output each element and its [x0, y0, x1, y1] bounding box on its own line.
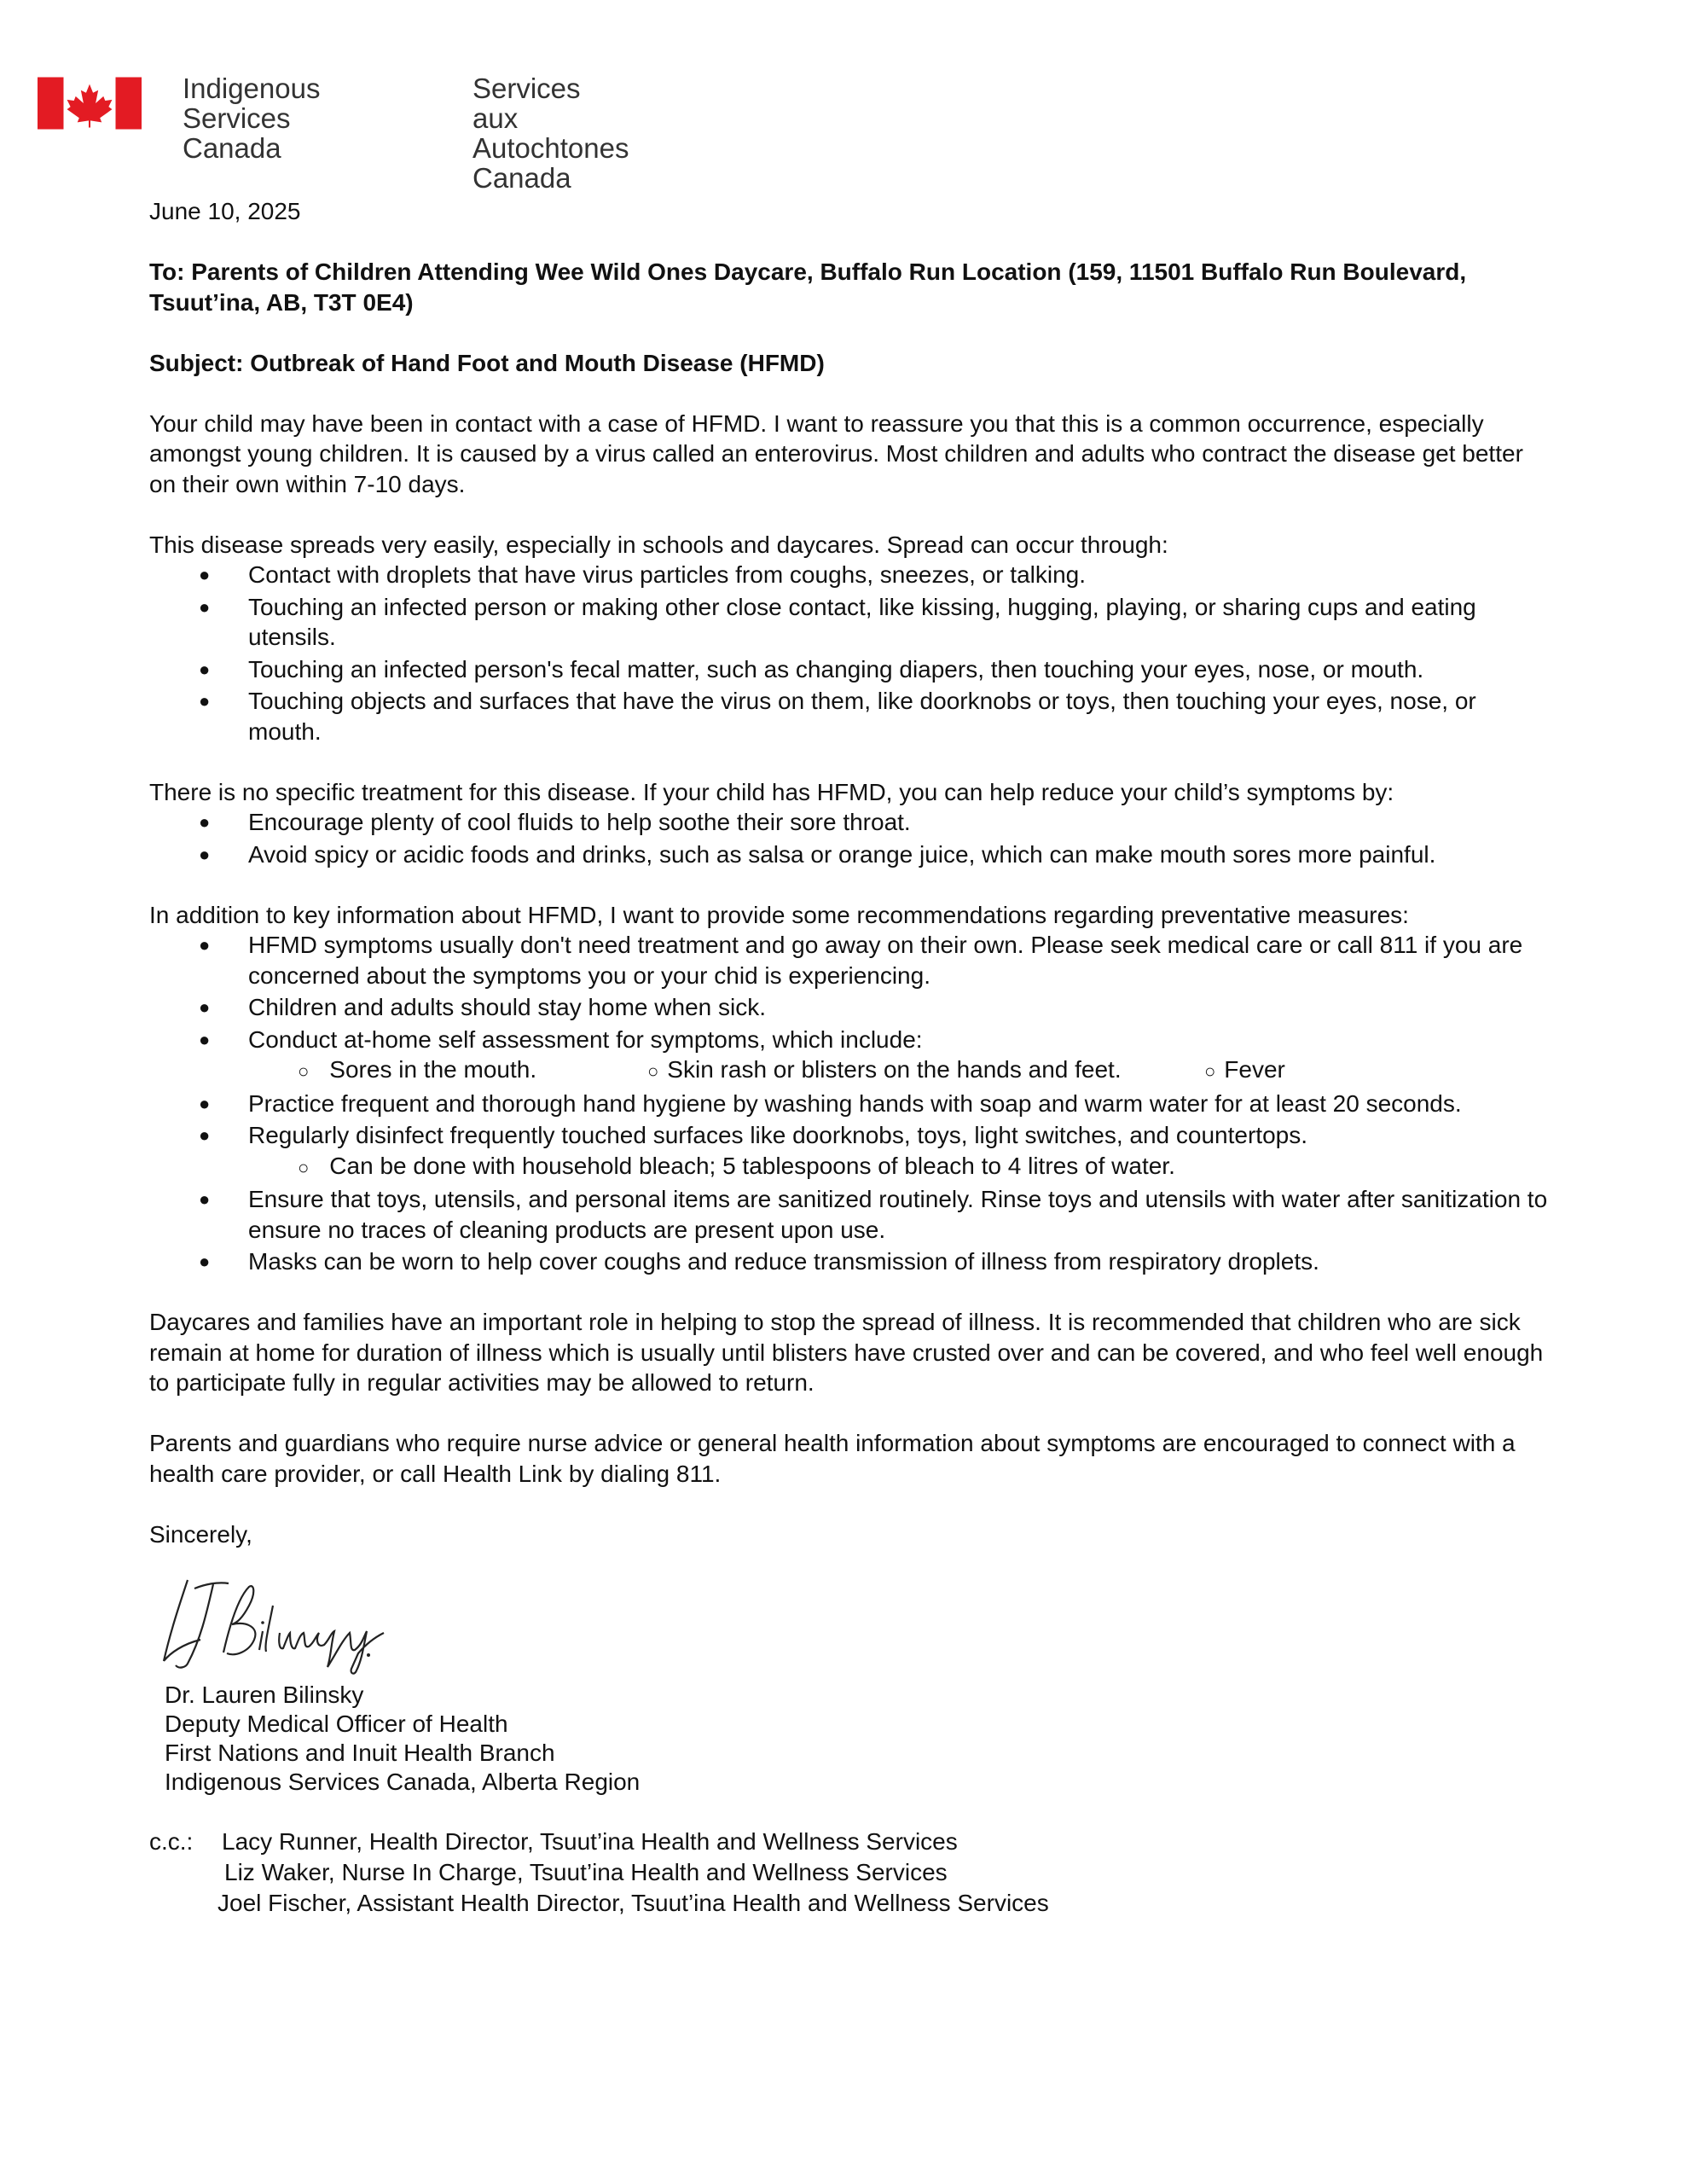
bullet-icon: ●: [199, 690, 211, 712]
signer-name: Dr. Lauren Bilinsky: [165, 1681, 364, 1708]
cc-label: c.c.:: [149, 1828, 194, 1855]
signer-org: Indigenous Services Canada, Alberta Region: [165, 1768, 641, 1795]
disinfect-sublist: [248, 1151, 1548, 1183]
cc-recipient: Joel Fischer, Assistant Health Director, Tsuut’ina Health and Wellness Services: [217, 1890, 1049, 1916]
bullet-icon: ●: [199, 1028, 211, 1050]
list-item: ● Children and adults should stay home when sick.: [149, 992, 1548, 1023]
cc-recipient: Lacy Runner, Health Director, Tsuut’ina Health and Wellness Services: [222, 1828, 958, 1855]
list-item: ● Practice frequent and thorough hand hygiene by washing hands with soap and warm water for at least 20 seconds.: [149, 1089, 1548, 1119]
signer-title: Deputy Medical Officer of Health: [165, 1710, 508, 1737]
department-name-french: Services aux Autochtones Canada: [472, 73, 629, 194]
letter-subject: Subject: Outbreak of Hand Foot and Mouth Disease (HFMD): [149, 349, 825, 376]
letter-date: June 10, 2025: [149, 198, 301, 224]
closing: Sincerely,: [149, 1520, 252, 1548]
symptom-item: Skin rash or blisters on the hands and feet.: [667, 1056, 1122, 1083]
bullet-icon: ●: [199, 843, 211, 865]
symptom-item: Fever: [1224, 1056, 1285, 1083]
bullet-icon: ●: [199, 934, 211, 956]
list-item: ● Avoid spicy or acidic foods and drinks, such as salsa or orange juice, which can make mouth sores more painful.: [149, 839, 1548, 870]
signer-branch: First Nations and Inuit Health Branch: [165, 1739, 555, 1766]
circle-bullet-icon: ○: [647, 1060, 659, 1082]
list-item: ● Touching an infected person's fecal matter, such as changing diapers, then touching your eyes, nose, or mouth.: [149, 654, 1548, 685]
circle-bullet-icon: ○: [1204, 1060, 1216, 1082]
disinfect-note: Can be done with household bleach; 5 tablespoons of bleach to 4 litres of water.: [329, 1152, 1175, 1179]
department-name-english: Indigenous Services Canada: [183, 73, 321, 164]
letter-body: [149, 196, 1548, 1919]
bullet-icon: ●: [199, 1251, 211, 1272]
bullet-icon: ●: [199, 996, 211, 1018]
bullet-icon: ●: [199, 1188, 211, 1210]
bullet-icon: ●: [199, 1092, 211, 1114]
list-item: ● Touching objects and surfaces that have the virus on them, like doorknobs or toys, then touching your eyes, nose, or mouth.: [199, 688, 1476, 745]
list-item: ● Encourage plenty of cool fluids to help soothe their sore throat.: [149, 807, 1548, 838]
bullet-icon: ●: [199, 1124, 211, 1146]
list-item: ● Contact with droplets that have virus particles from coughs, sneezes, or talking.: [149, 560, 1548, 590]
circle-bullet-icon: ○: [298, 1156, 310, 1178]
signer-block: [165, 1681, 1548, 1797]
cc-recipient: Liz Waker, Nurse In Charge, Tsuut’ina Health and Wellness Services: [224, 1859, 948, 1885]
circle-bullet-icon: ○: [298, 1060, 310, 1082]
canada-flag-icon: [38, 77, 142, 130]
bullet-icon: ●: [199, 595, 211, 618]
letter-recipient: To: Parents of Children Attending Wee Wild Ones Daycare, Buffalo Run Location (159, 11501 Buffalo Run Boulevard, Tsuut’ina, AB, T3T 0E4): [149, 258, 1467, 316]
prevention-list: [149, 930, 1548, 1277]
treatment-list: [149, 807, 1548, 869]
list-item: ● Conduct at-home self assessment for symptoms, which include: ○ Sores in the mouth. ○ Skin rash or blisters on the hands and feet. ○ Fever: [149, 1025, 1548, 1087]
handwritten-signature: [149, 1571, 1548, 1681]
bullet-icon: ●: [199, 564, 211, 585]
bullet-icon: ●: [199, 658, 211, 680]
symptom-item: Sores in the mouth.: [329, 1056, 537, 1083]
symptom-sublist: [248, 1054, 1548, 1087]
spread-list: [149, 560, 1548, 746]
bullet-icon: ●: [199, 811, 211, 833]
spread-intro: This disease spreads very easily, especially in schools and daycares. Spread can occur through:: [149, 531, 1168, 558]
cc-list: [217, 1827, 1049, 1919]
list-item: ● Masks can be worn to help cover coughs and reduce transmission of illness from respiratory droplets.: [149, 1246, 1548, 1277]
list-item: ● Regularly disinfect frequently touched surfaces like doorknobs, toys, light switches, and countertops. ○ Can be done with household bleach; 5 tablespoons of bleach to 4 litres of water.: [149, 1120, 1548, 1182]
cc-block: [149, 1827, 1548, 1919]
intro-paragraph: Your child may have been in contact with a case of HFMD. I want to reassure you that this is a common occurrence, especially amongst young children. It is caused by a virus called an enterovirus. Most children and adults who contract the disease get better on their own within 7-10 days.: [149, 410, 1523, 497]
list-item: ● HFMD symptoms usually don't need treatment and go away on their own. Please seek medical care or call 811 if you are concerned about the symptoms you or your chid is experiencing.: [199, 932, 1523, 989]
treatment-intro: There is no specific treatment for this disease. If your child has HFMD, you can help reduce your child’s symptoms by:: [149, 778, 1394, 805]
list-item: ● Touching an infected person or making other close contact, like kissing, hugging, playing, or sharing cups and eating utensils.: [199, 593, 1476, 650]
prevention-intro: In addition to key information about HFMD, I want to provide some recommendations regarding preventative measures:: [149, 901, 1409, 928]
parents-paragraph: Parents and guardians who require nurse advice or general health information about symptoms are encouraged to connect with a health care provider, or call Health Link by dialing 811.: [149, 1430, 1516, 1487]
list-item: ● Ensure that toys, utensils, and personal items are sanitized routinely. Rinse toys and utensils with water after sanitization to ensure no traces of cleaning products are present upon use.: [199, 1186, 1548, 1243]
daycare-paragraph: Daycares and families have an important role in helping to stop the spread of illness. It is recommended that children who are sick remain at home for duration of illness which is usually until blisters have crusted over and can be covered, and who feel well enough to participate fully in regular activities may be allowed to return.: [149, 1309, 1544, 1396]
